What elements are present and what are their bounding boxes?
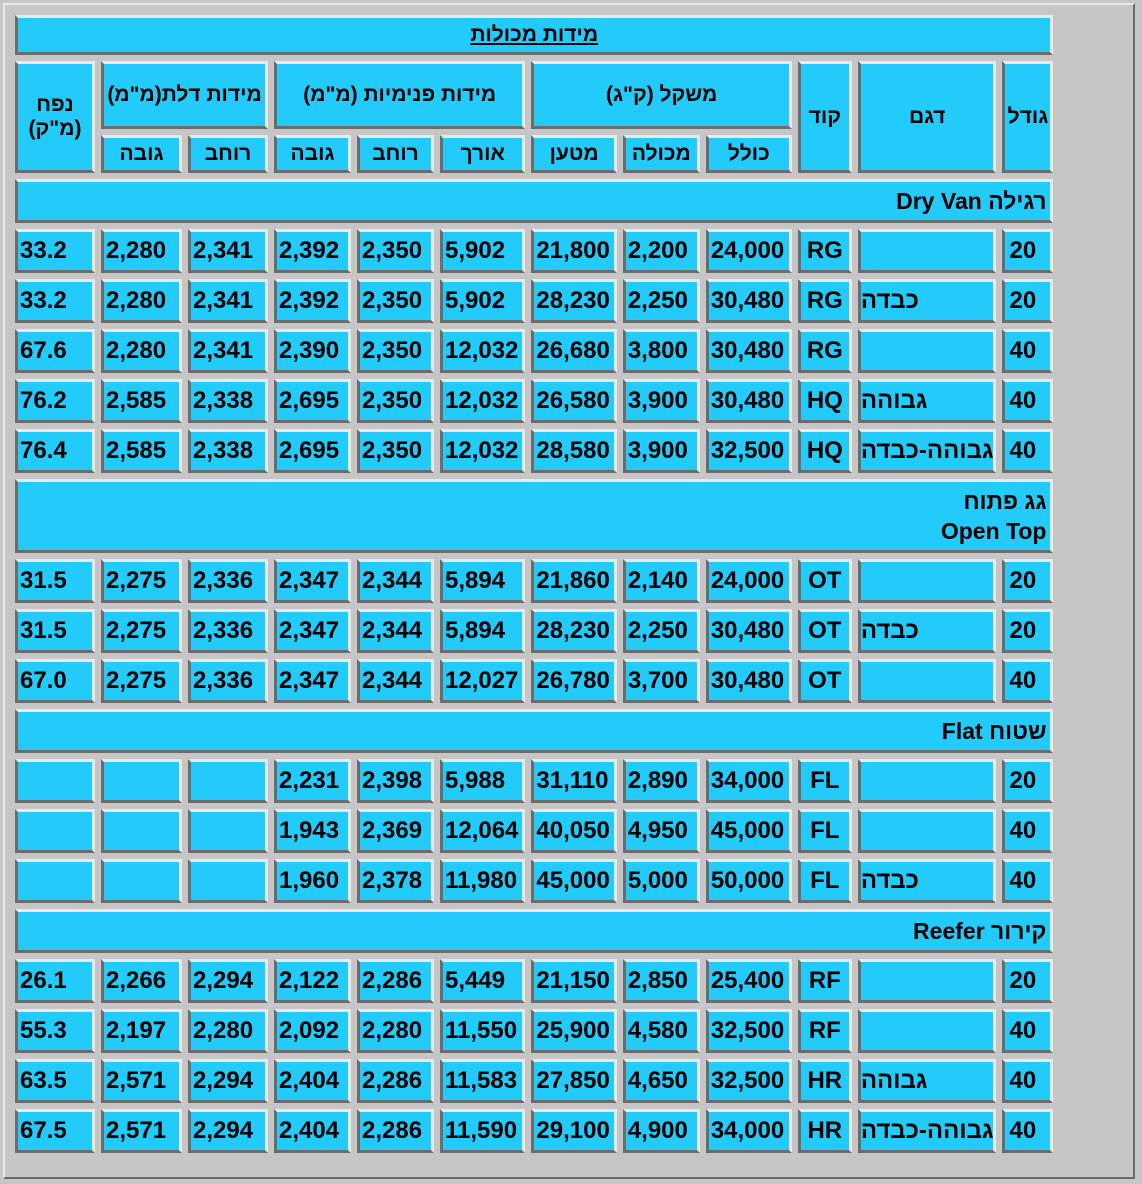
- cell-code: OT: [798, 659, 852, 703]
- cell-total-weight: 30,480: [706, 329, 792, 373]
- cell-model: כבדה: [858, 609, 997, 653]
- cell-model: [858, 809, 997, 853]
- cell-door-height: 2,280: [101, 329, 182, 373]
- cell-volume: 67.6: [15, 329, 95, 373]
- cell-model: כבדה: [858, 279, 997, 323]
- section-title: [15, 709, 1053, 753]
- cell-size: 40: [1002, 379, 1053, 423]
- cell-width: 2,378: [357, 859, 434, 903]
- cell-code: OT: [798, 609, 852, 653]
- cell-payload: 28,230: [531, 609, 616, 653]
- table-row: [15, 279, 1053, 323]
- header-payload: מטען: [531, 135, 616, 173]
- cell-door-width: 2,294: [188, 1059, 268, 1103]
- header-length: אורך: [440, 135, 525, 173]
- cell-height: 2,347: [274, 609, 351, 653]
- cell-model: [858, 659, 997, 703]
- cell-tare-weight: 4,580: [623, 1009, 700, 1053]
- table-row: [15, 859, 1053, 903]
- cell-tare-weight: 2,850: [623, 959, 700, 1003]
- cell-size: 40: [1002, 429, 1053, 473]
- cell-code: HQ: [798, 379, 852, 423]
- cell-door-width: 2,338: [188, 379, 268, 423]
- cell-model: גבוהה-כבדה: [858, 429, 997, 473]
- cell-width: 2,344: [357, 609, 434, 653]
- cell-payload: 26,780: [531, 659, 616, 703]
- header-door-dimensions: מידות דלת(מ"מ): [101, 61, 268, 129]
- cell-total-weight: 34,000: [706, 759, 792, 803]
- header-volume: נפח (מ"ק): [15, 61, 95, 173]
- cell-payload: 28,230: [531, 279, 616, 323]
- header-height: גובה: [274, 135, 351, 173]
- cell-size: 40: [1002, 1009, 1053, 1053]
- cell-height: 2,695: [274, 379, 351, 423]
- section-row: [15, 479, 1053, 553]
- table-row: [15, 1059, 1053, 1103]
- cell-height: 2,404: [274, 1109, 351, 1153]
- section-row: [15, 179, 1053, 223]
- cell-size: 40: [1002, 329, 1053, 373]
- cell-size: 20: [1002, 959, 1053, 1003]
- cell-size: 40: [1002, 659, 1053, 703]
- cell-payload: 27,850: [531, 1059, 616, 1103]
- section-title-line-2: Open Top: [940, 518, 1047, 544]
- cell-total-weight: 30,480: [706, 659, 792, 703]
- header-code: קוד: [798, 61, 852, 173]
- cell-tare-weight: 4,950: [623, 809, 700, 853]
- cell-volume: 67.5: [15, 1109, 95, 1153]
- cell-height: 2,404: [274, 1059, 351, 1103]
- cell-length: 5,894: [440, 609, 525, 653]
- cell-door-height: 2,585: [101, 379, 182, 423]
- cell-height: 2,347: [274, 659, 351, 703]
- cell-width: 2,286: [357, 1109, 434, 1153]
- cell-width: 2,369: [357, 809, 434, 853]
- cell-volume: 76.4: [15, 429, 95, 473]
- cell-model: גבוהה: [858, 1059, 997, 1103]
- cell-height: 1,943: [274, 809, 351, 853]
- cell-width: 2,350: [357, 429, 434, 473]
- cell-total-weight: 25,400: [706, 959, 792, 1003]
- cell-length: 12,032: [440, 429, 525, 473]
- cell-total-weight: 32,500: [706, 1009, 792, 1053]
- cell-code: FL: [798, 859, 852, 903]
- cell-tare-weight: 2,200: [623, 229, 700, 273]
- cell-size: 20: [1002, 759, 1053, 803]
- cell-size: 20: [1002, 609, 1053, 653]
- table-row: [15, 429, 1053, 473]
- cell-length: 11,583: [440, 1059, 525, 1103]
- cell-tare-weight: 3,800: [623, 329, 700, 373]
- cell-tare-weight: 4,900: [623, 1109, 700, 1153]
- cell-tare-weight: 3,700: [623, 659, 700, 703]
- cell-door-width: 2,294: [188, 1109, 268, 1153]
- table-row: [15, 1109, 1053, 1153]
- cell-length: 5,902: [440, 229, 525, 273]
- cell-length: 12,064: [440, 809, 525, 853]
- cell-payload: 45,000: [531, 859, 616, 903]
- cell-length: 5,449: [440, 959, 525, 1003]
- table-row: [15, 379, 1053, 423]
- cell-door-height: 2,275: [101, 609, 182, 653]
- header-total-weight: כולל: [706, 135, 792, 173]
- header-width: רוחב: [357, 135, 434, 173]
- section-title: [15, 909, 1053, 953]
- header-door-width: רוחב: [188, 135, 268, 173]
- cell-width: 2,350: [357, 229, 434, 273]
- cell-code: OT: [798, 559, 852, 603]
- cell-door-width: 2,341: [188, 329, 268, 373]
- cell-model: כבדה: [858, 859, 997, 903]
- table-row: [15, 959, 1053, 1003]
- cell-door-height: 2,275: [101, 559, 182, 603]
- cell-door-height: 2,280: [101, 229, 182, 273]
- table-row: [15, 809, 1053, 853]
- cell-model: [858, 329, 997, 373]
- cell-width: 2,286: [357, 959, 434, 1003]
- table-row: [15, 609, 1053, 653]
- cell-door-width: 2,336: [188, 559, 268, 603]
- cell-length: 11,550: [440, 1009, 525, 1053]
- cell-width: 2,286: [357, 1059, 434, 1103]
- cell-total-weight: 30,480: [706, 279, 792, 323]
- cell-total-weight: 30,480: [706, 609, 792, 653]
- cell-code: RG: [798, 229, 852, 273]
- cell-tare-weight: 3,900: [623, 379, 700, 423]
- cell-door-width: 2,336: [188, 659, 268, 703]
- cell-code: FL: [798, 759, 852, 803]
- cell-door-width: 2,336: [188, 609, 268, 653]
- section-title-line: קירור Reefer: [913, 918, 1047, 944]
- cell-length: 12,032: [440, 379, 525, 423]
- cell-door-width: 2,338: [188, 429, 268, 473]
- cell-tare-weight: 2,140: [623, 559, 700, 603]
- cell-size: 20: [1002, 559, 1053, 603]
- cell-volume: 31.5: [15, 559, 95, 603]
- cell-door-height: 2,585: [101, 429, 182, 473]
- cell-total-weight: 32,500: [706, 1059, 792, 1103]
- cell-code: RF: [798, 1009, 852, 1053]
- cell-volume: [15, 859, 95, 903]
- header-tare-weight: מכולה: [623, 135, 700, 173]
- cell-model: [858, 959, 997, 1003]
- cell-volume: 33.2: [15, 279, 95, 323]
- cell-length: 12,027: [440, 659, 525, 703]
- cell-door-height: [101, 859, 182, 903]
- cell-size: 40: [1002, 859, 1053, 903]
- cell-height: 2,231: [274, 759, 351, 803]
- cell-payload: 21,800: [531, 229, 616, 273]
- cell-total-weight: 50,000: [706, 859, 792, 903]
- cell-volume: 67.0: [15, 659, 95, 703]
- cell-length: 11,980: [440, 859, 525, 903]
- cell-code: HQ: [798, 429, 852, 473]
- cell-tare-weight: 2,250: [623, 609, 700, 653]
- cell-total-weight: 30,480: [706, 379, 792, 423]
- cell-size: 20: [1002, 229, 1053, 273]
- cell-payload: 26,680: [531, 329, 616, 373]
- section-title-line: גג פתוח: [963, 488, 1047, 514]
- cell-volume: [15, 809, 95, 853]
- cell-volume: 31.5: [15, 609, 95, 653]
- cell-payload: 31,110: [531, 759, 616, 803]
- cell-height: 2,122: [274, 959, 351, 1003]
- cell-payload: 25,900: [531, 1009, 616, 1053]
- cell-length: 11,590: [440, 1109, 525, 1153]
- cell-door-height: 2,266: [101, 959, 182, 1003]
- cell-total-weight: 24,000: [706, 559, 792, 603]
- table-row: [15, 559, 1053, 603]
- header-internal-dimensions: מידות פנימיות (מ"מ): [274, 61, 525, 129]
- cell-payload: 29,100: [531, 1109, 616, 1153]
- cell-model: [858, 559, 997, 603]
- cell-payload: 21,150: [531, 959, 616, 1003]
- section-title-line: רגילה Dry Van: [896, 188, 1047, 214]
- cell-door-width: [188, 759, 268, 803]
- cell-model: [858, 229, 997, 273]
- cell-length: 5,894: [440, 559, 525, 603]
- section-row: [15, 909, 1053, 953]
- cell-model: גבוהה: [858, 379, 997, 423]
- cell-volume: 55.3: [15, 1009, 95, 1053]
- cell-code: RG: [798, 329, 852, 373]
- cell-size: 40: [1002, 1109, 1053, 1153]
- cell-total-weight: 32,500: [706, 429, 792, 473]
- cell-payload: 26,580: [531, 379, 616, 423]
- cell-length: 5,988: [440, 759, 525, 803]
- cell-width: 2,350: [357, 279, 434, 323]
- cell-code: RG: [798, 279, 852, 323]
- cell-width: 2,280: [357, 1009, 434, 1053]
- section-title-line: שטוח Flat: [941, 718, 1047, 744]
- cell-door-height: 2,280: [101, 279, 182, 323]
- cell-door-height: 2,571: [101, 1059, 182, 1103]
- cell-tare-weight: 2,250: [623, 279, 700, 323]
- header-weight: משקל (ק"ג): [531, 61, 791, 129]
- table-row: [15, 659, 1053, 703]
- cell-tare-weight: 3,900: [623, 429, 700, 473]
- section-row: [15, 709, 1053, 753]
- containers-table: [9, 9, 1059, 1159]
- cell-volume: 63.5: [15, 1059, 95, 1103]
- cell-volume: 33.2: [15, 229, 95, 273]
- cell-code: RF: [798, 959, 852, 1003]
- cell-payload: 28,580: [531, 429, 616, 473]
- table-row: [15, 329, 1053, 373]
- cell-width: 2,398: [357, 759, 434, 803]
- cell-height: 1,960: [274, 859, 351, 903]
- cell-total-weight: 24,000: [706, 229, 792, 273]
- cell-height: 2,392: [274, 229, 351, 273]
- cell-height: 2,392: [274, 279, 351, 323]
- section-title: [15, 179, 1053, 223]
- cell-door-width: 2,341: [188, 229, 268, 273]
- cell-height: 2,092: [274, 1009, 351, 1053]
- cell-door-height: [101, 759, 182, 803]
- cell-length: 5,902: [440, 279, 525, 323]
- cell-door-width: 2,294: [188, 959, 268, 1003]
- cell-width: 2,344: [357, 559, 434, 603]
- cell-tare-weight: 5,000: [623, 859, 700, 903]
- table-title: מידות מכולות: [15, 15, 1053, 55]
- cell-door-height: 2,197: [101, 1009, 182, 1053]
- cell-size: 40: [1002, 1059, 1053, 1103]
- cell-code: FL: [798, 809, 852, 853]
- cell-tare-weight: 4,650: [623, 1059, 700, 1103]
- table-row: [15, 229, 1053, 273]
- cell-height: 2,347: [274, 559, 351, 603]
- cell-volume: 76.2: [15, 379, 95, 423]
- cell-width: 2,350: [357, 329, 434, 373]
- cell-model: גבוהה-כבדה: [858, 1109, 997, 1153]
- cell-width: 2,350: [357, 379, 434, 423]
- cell-tare-weight: 2,890: [623, 759, 700, 803]
- cell-code: HR: [798, 1109, 852, 1153]
- cell-code: HR: [798, 1059, 852, 1103]
- header-door-height: גובה: [101, 135, 182, 173]
- table-row: [15, 1009, 1053, 1053]
- cell-payload: 21,860: [531, 559, 616, 603]
- cell-payload: 40,050: [531, 809, 616, 853]
- cell-height: 2,390: [274, 329, 351, 373]
- header-size: גודל: [1002, 61, 1053, 173]
- cell-door-height: 2,275: [101, 659, 182, 703]
- cell-door-width: 2,280: [188, 1009, 268, 1053]
- cell-volume: 26.1: [15, 959, 95, 1003]
- cell-volume: [15, 759, 95, 803]
- cell-door-width: [188, 859, 268, 903]
- section-title: [15, 479, 1053, 553]
- cell-door-height: 2,571: [101, 1109, 182, 1153]
- cell-door-width: 2,341: [188, 279, 268, 323]
- cell-model: [858, 759, 997, 803]
- cell-length: 12,032: [440, 329, 525, 373]
- cell-width: 2,344: [357, 659, 434, 703]
- cell-size: 20: [1002, 279, 1053, 323]
- cell-door-width: [188, 809, 268, 853]
- header-model: דגם: [858, 61, 997, 173]
- cell-size: 40: [1002, 809, 1053, 853]
- cell-total-weight: 45,000: [706, 809, 792, 853]
- table-row: [15, 759, 1053, 803]
- cell-door-height: [101, 809, 182, 853]
- cell-model: [858, 1009, 997, 1053]
- cell-height: 2,695: [274, 429, 351, 473]
- table-frame: [3, 3, 1135, 1179]
- cell-total-weight: 34,000: [706, 1109, 792, 1153]
